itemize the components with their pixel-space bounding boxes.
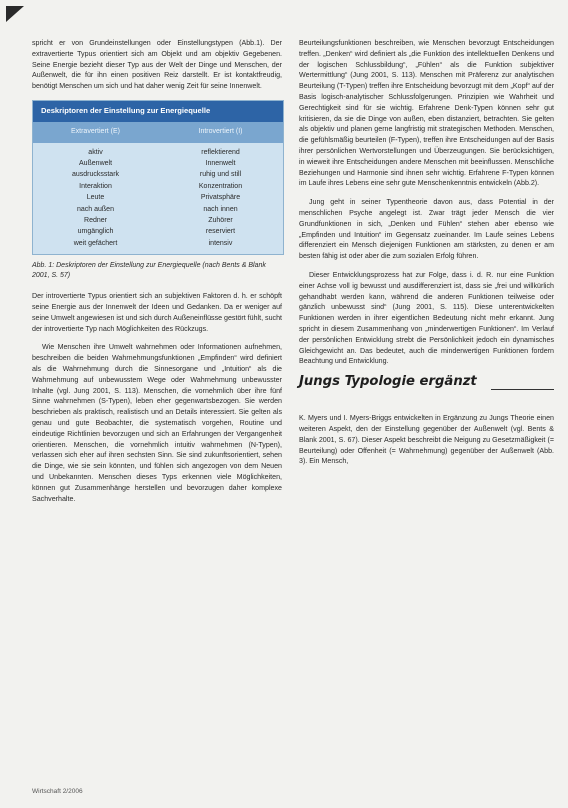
- left-paragraph-1: spricht er von Grundeinstellungen oder Einstellungstypen (Abb.1). Der extravertierte Typus orientiert sich am Objekt und am objektiv Gegebenen. Seine Energie bezieht dieser Typ aus der Welt der Dinge und Menschen, der Außenwelt, die für ihn einen positiven Reiz darstellt. Er ist kontaktfreudig, benötigt Menschen um sich und hat daher wenig Zeit für seine Innenwelt.: [32, 39, 282, 91]
- table-cell: nach innen: [203, 205, 238, 213]
- table-row: [33, 147, 283, 158]
- right-paragraph-1: Beurteilungsfunktionen beschreiben, wie Menschen bevorzugt Entscheidungen treffen. „Denken“ wird definiert als „die Funktion des intellektuellen Denkens und der logischen Schlussbildung“, „Fühlen“ als die Funktion subjektiver Wertermittlung“ (Jung 2001, S. 113). Menschen mit Präferenz zur analytischen Beurteilung (T-Typen) treffen ihre Entscheidung bevorzugt mit dem „Kopf“ auf der Basis logisch-analytischer Schlussfolgerungen. Prinzipien wie Wahrheit und Gerechtigkeit sind für sie wichtig. Erfahrene Denk-Typen können sehr gut kritisieren, da sie die Dinge von außen, eben distanziert, betrachten. Sie gelten als objektiv und planen gerne langfristig mit strategischen Methoden. Menschen, die gefühlsmäßig beurteilen (F-Typen), treffen ihre Entscheidungen auf der Basis ihrer persönlichen Wertvorstellungen und Überzeugungen. Sie berücksichtigen, in wieweit ihre Entscheidungen andere Menschen mit beeinflussen. Menschliche Beziehungen und Harmonie sind ihnen sehr wichtig. Erfahrene F-Typen können im Laufe ihres Lebens eine sehr gute Menschenkenntnis entwickeln (Abb.2).: [299, 39, 554, 188]
- table-cell: ausdrucksstark: [71, 171, 120, 179]
- table-cell: Redner: [84, 217, 107, 225]
- table-body: [33, 143, 283, 255]
- table-cell: ruhig und still: [199, 171, 242, 179]
- descriptor-table: [32, 100, 284, 255]
- page-footer: Wirtschaft 2/2006: [32, 788, 83, 795]
- right-paragraph-3: Dieser Entwicklungsprozess hat zur Folge, dass i. d. R. nur eine Funktion einer Achse voll ig bewusst und ausdifferenziert ist, dass sie „frei und willkürlich gehandhabt werden kann, während die anderen Funktionen teilweise oder gänzlich unbewusst sind“ (Jung 2001, S. 115). Diese unterentwickelten Funktionen werden in ihrer eigentlichen Bedeutung nicht mehr erkannt. Jung spricht in diesem Zusammenhang von „minderwertigen Funktionen“. Im Verlauf der persönlichen Entwicklung strebt die Persönlichkeit jedoch ein dynamisches Gleichgewicht an. Das bedeutet, auch die minderwertigen Funktionen fordern Beachtung und Entwicklung.: [299, 270, 554, 366]
- table-header-extravert: Extravertiert (E): [70, 127, 120, 135]
- table-cell: Privatsphäre: [200, 194, 241, 202]
- table-cell: reflektierend: [201, 148, 240, 156]
- table-cell: Interaktion: [79, 182, 112, 190]
- table-cell: Leute: [86, 194, 105, 202]
- right-paragraph-2: Jung geht in seiner Typentheorie davon aus, dass Potential in der menschlichen Psyche angelegt ist. Zwar trägt jeder Mensch die vier Grundfunktionen in sich, „Denken und Fühlen“ stehen aber ebenso wie „Empfinden und Intuition“ im Gegensatz zueinander. Im Laufe seines Lebens differenziert ein Mensch diejenigen Funktionen am stärksten, zu denen er am besten fähig ist oder aber die zum sozialen Erfolg führen.: [299, 198, 554, 261]
- table-row: [33, 226, 283, 237]
- table-cell: umgänglich: [77, 228, 114, 236]
- table-row: [33, 158, 283, 169]
- table-row: [33, 204, 283, 215]
- left-paragraph-2: Der introvertierte Typus orientiert sich an subjektiven Faktoren d. h. er schöpft seine Energie aus der Innenwelt der Ideen und Gedanken. Da er weniger auf seine Umwelt angewiesen ist und sich durch Außeneinflüsse gestört fühlt, sucht der introvertierte Typ nach Möglichkeiten des Rückzugs.: [32, 292, 282, 333]
- table-row: [33, 192, 283, 203]
- table-header-introvert: Introvertiert (I): [198, 127, 243, 135]
- left-paragraph-3: Wie Menschen ihre Umwelt wahrnehmen oder Informationen aufnehmen, beschreiben die beiden Wahrnehmungsfunktionen „Empfinden“ wird definiert als die Wahrnehmung durch die Sinnesorgane und „Intuition“ als die Wahrnehmung auf unbewusstem Wege oder Wahrnehmung unbewusster Inhalte (vgl. Jung 2001, S. 113). Menschen, die vornehmlich über ihre fünf Sinne wahrnehmen (S-Typen), leben eher gegenwartsbezogen. Sie werden beschrieben als praktisch, realistisch und an Details interessiert. Sie gelten als genau und gute Beobachter, die systematisch vorgehen, Routine und eindeutige Richtlinien bevorzugen und sich an Erfahrungen der Vergangenheit orientieren. Menschen, die vornehmlich intuitiv wahrnehmen (N-Typen), verlassen sich eher auf ihren sechsten Sinn. Sie sind zukunftsorientiert, sehen die Dinge, wie sie sein könnten, und fühlen sich angezogen von dem Neuen und Unbekannten. Menschen dieses Typs erkennen viele Möglichkeiten, können gut Zusammenhänge herstellen und bevorzugen daher komplexe Sachverhalte.: [32, 343, 282, 503]
- table-header: [33, 122, 283, 143]
- section-heading: Jungs Typologie ergänzt: [299, 374, 477, 390]
- table-cell: Innenwelt: [205, 159, 236, 167]
- table-cell: nach außen: [77, 205, 114, 213]
- table-cell: weit gefächert: [73, 239, 118, 247]
- table-cell: reserviert: [205, 228, 236, 236]
- section-heading-block: [299, 375, 554, 399]
- table-row: [33, 181, 283, 192]
- table-cell: intensiv: [208, 239, 233, 247]
- heading-rule: [491, 389, 554, 390]
- table-row: [33, 238, 283, 249]
- table-cell: Konzentration: [198, 182, 243, 190]
- table-row: [33, 169, 283, 180]
- table-cell: Zuhörer: [208, 217, 233, 225]
- right-column: [299, 38, 554, 475]
- left-column: [32, 38, 282, 512]
- table-cell: Außenwelt: [78, 159, 113, 167]
- table-cell: aktiv: [88, 148, 103, 156]
- right-paragraph-4: K. Myers und I. Myers-Briggs entwickelten in Ergänzung zu Jungs Theorie einen weiteren Aspekt, den der Einstellung gegenüber der Außenwelt (vgl. Bents & Blank 2001, S. 67). Dieser Aspekt beschreibt die Neigung zu Gesetzmäßigkeit (= Beurteilung) oder Offenheit (= Wahrnehmung) gegenüber der Außenwelt (Abb. 3). Ein Mensch,: [299, 414, 554, 466]
- table-row: [33, 215, 283, 226]
- corner-mark-icon: [6, 6, 24, 22]
- table-caption: Abb. 1: Deskriptoren der Einstellung zur Energiequelle (nach Bents & Blank 2001, S. 57): [32, 262, 266, 280]
- table-title: Deskriptoren der Einstellung zur Energiequelle: [33, 101, 283, 122]
